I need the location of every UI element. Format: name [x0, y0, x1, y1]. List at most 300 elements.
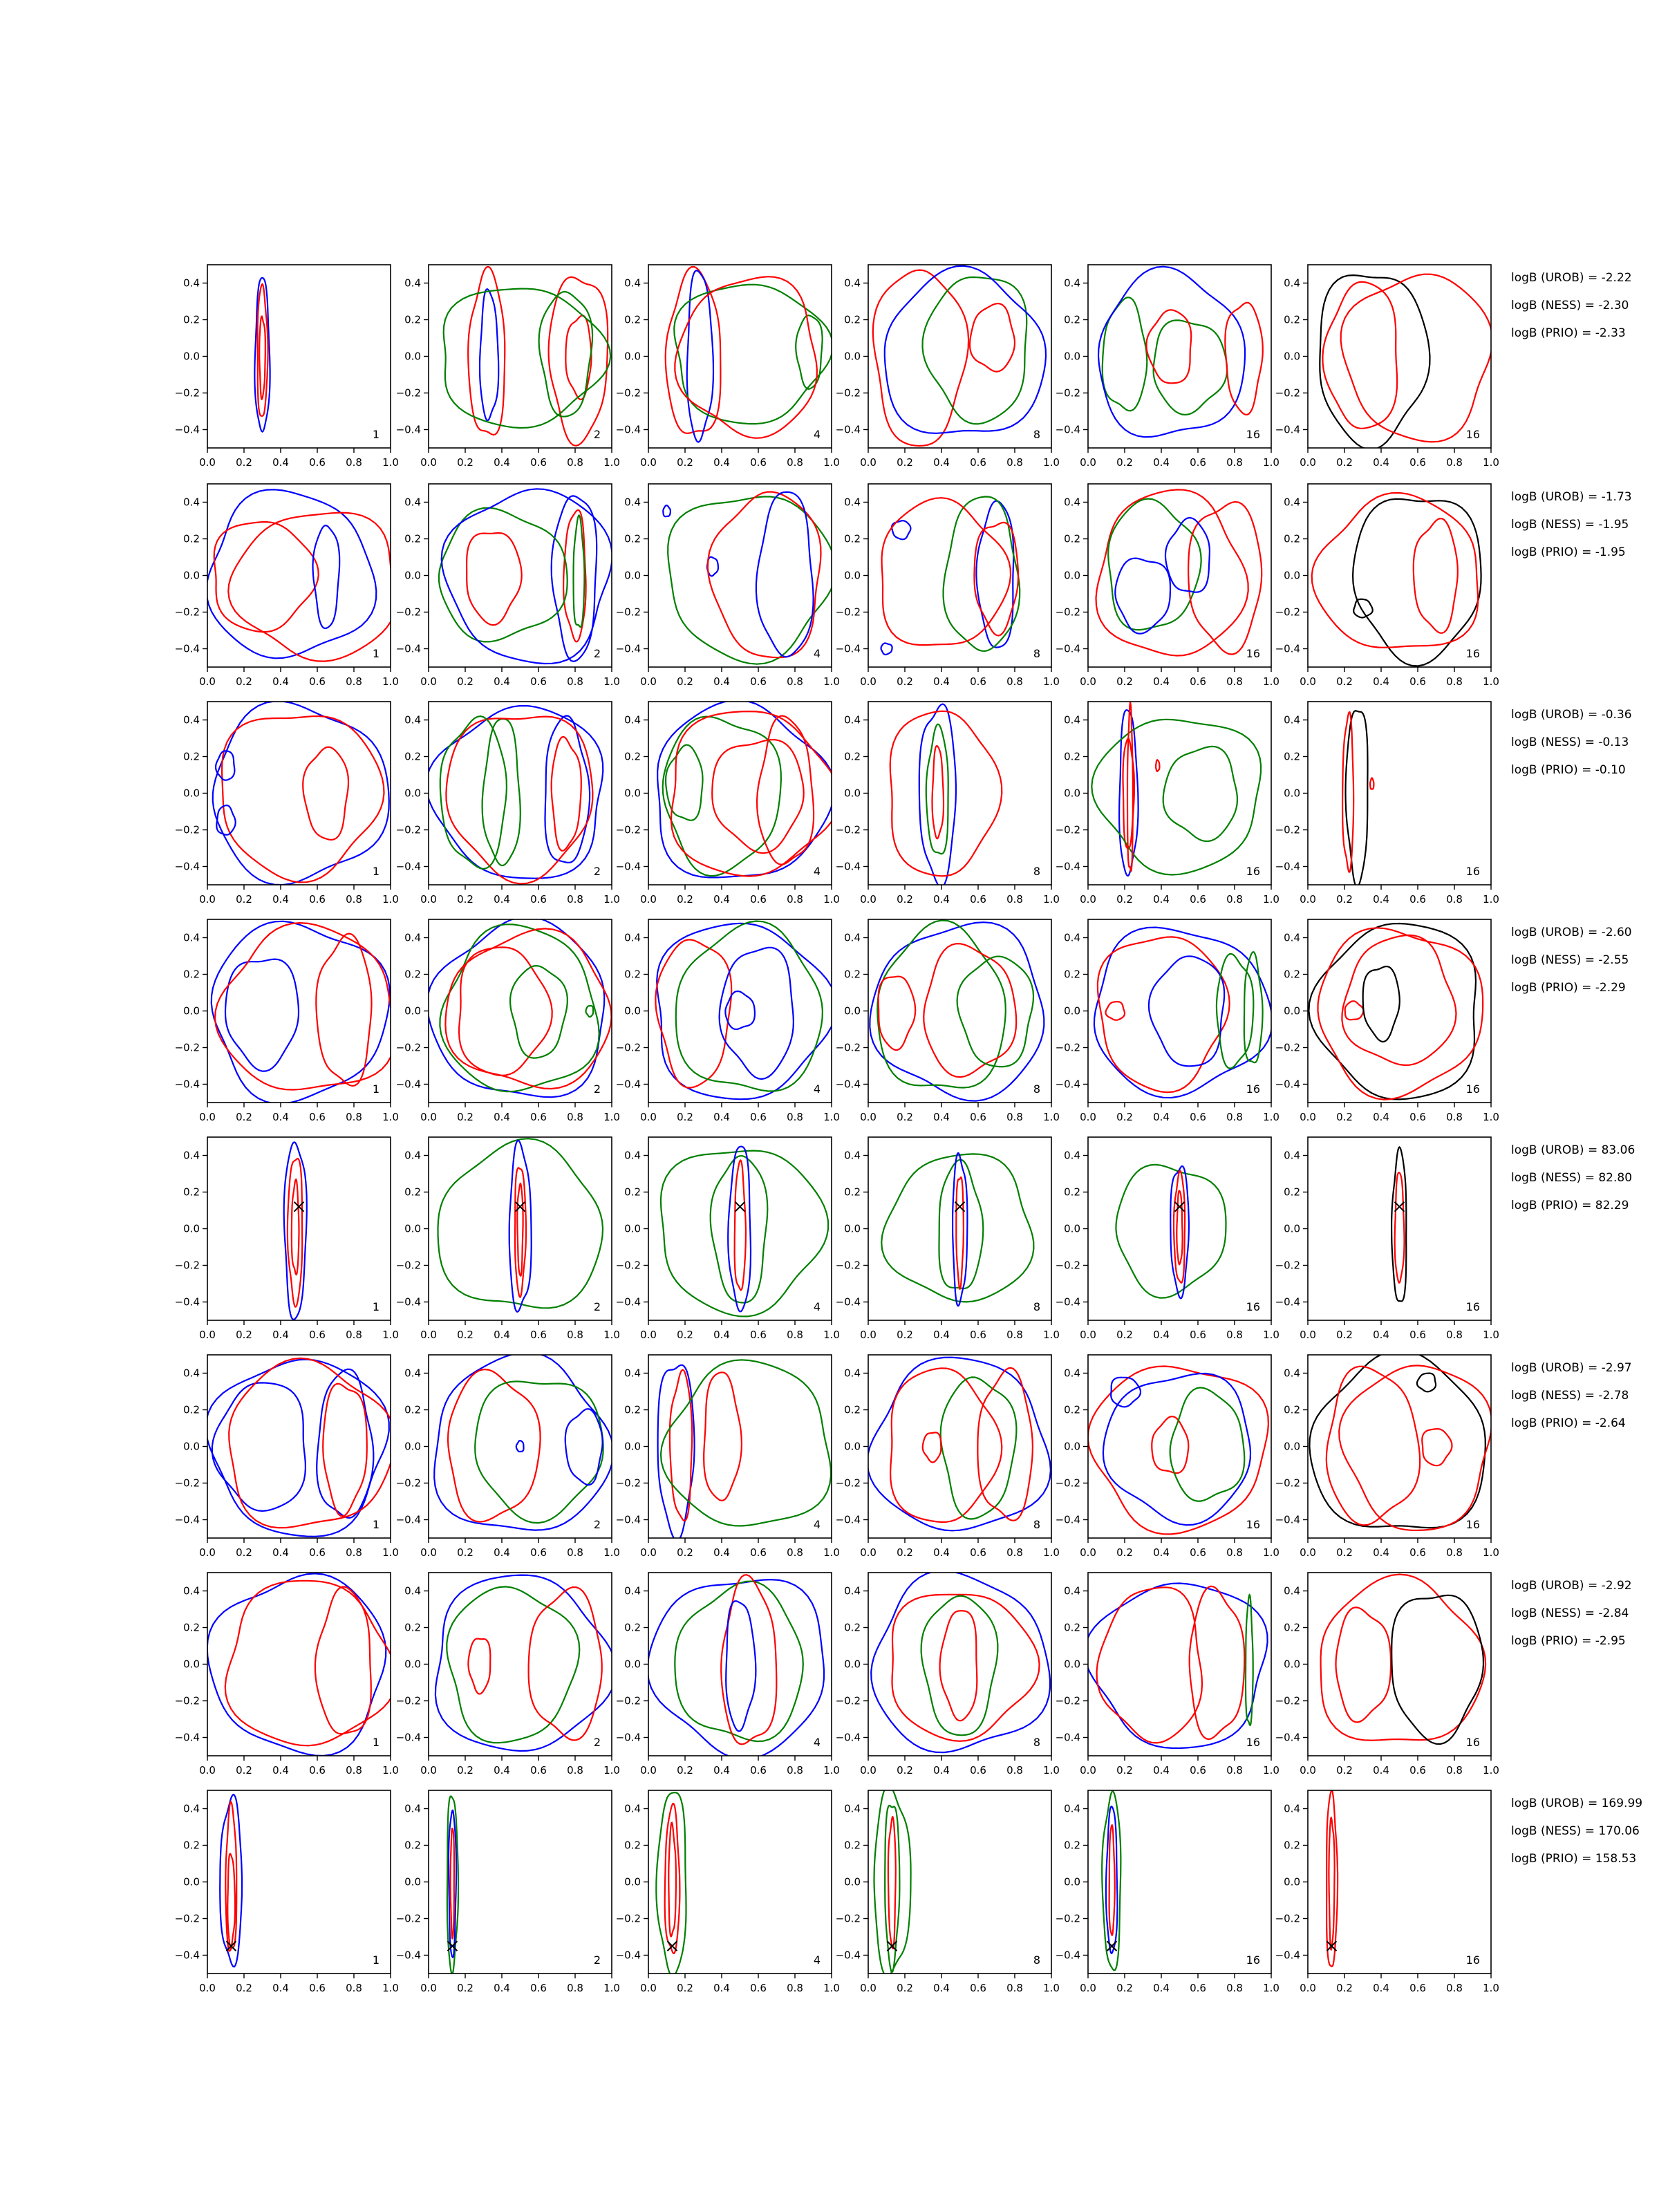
red-contour: [923, 1432, 941, 1462]
y-tick-label: 0.0: [1064, 1658, 1080, 1671]
y-tick-label: −0.2: [835, 1041, 861, 1054]
x-tick-label: 0.0: [860, 893, 877, 906]
x-tick-label: 1.0: [382, 1329, 399, 1341]
x-tick-label: 1.0: [382, 675, 399, 688]
y-tick-label: 0.2: [844, 750, 861, 763]
y-tick-label: −0.2: [1055, 1912, 1080, 1925]
contour-group: [656, 1792, 686, 1976]
blue-contour: [648, 1580, 824, 1759]
blue-contour: [726, 1601, 756, 1731]
panel-r2-c3: [616, 484, 840, 688]
blue-contour: [1115, 559, 1170, 634]
red-contour: [970, 303, 1015, 371]
y-tick-label: 0.2: [624, 968, 641, 981]
y-tick-label: −0.2: [395, 1259, 421, 1272]
black-contour: [1346, 711, 1368, 887]
logb-annotation: logB (PRIO) = -2.95: [1511, 1634, 1626, 1648]
axes-frame: [1308, 484, 1491, 667]
x-tick-label: 0.8: [1006, 893, 1023, 906]
y-tick-label: −0.4: [835, 1513, 861, 1526]
x-tick-label: 0.0: [1080, 1329, 1096, 1341]
y-tick-label: 0.0: [624, 1440, 641, 1453]
red-contour: [1088, 1367, 1268, 1535]
x-tick-label: 1.0: [823, 1982, 840, 1994]
panel-column-label: 1: [372, 865, 379, 878]
black-contour: [1309, 1350, 1485, 1528]
y-tick-label: −0.2: [174, 1041, 200, 1054]
panel-r6-c1: [175, 1355, 399, 1559]
y-tick-label: 0.0: [844, 1222, 861, 1235]
x-tick-label: 0.4: [1153, 1546, 1170, 1559]
x-tick-label: 0.8: [1446, 1546, 1463, 1559]
blue-contour: [434, 1352, 613, 1530]
x-tick-label: 0.2: [677, 1111, 693, 1123]
y-tick-label: −0.4: [1275, 1949, 1300, 1962]
x-tick-label: 0.4: [713, 1764, 730, 1777]
panel-r3-c3: [616, 700, 840, 906]
black-contour: [1417, 1374, 1436, 1392]
x-tick-label: 0.2: [457, 1329, 474, 1341]
x-tick-label: 1.0: [603, 1982, 620, 1994]
panel-r2-c2: [396, 484, 620, 688]
red-contour: [879, 977, 916, 1050]
red-contour: [529, 1587, 602, 1740]
y-tick-label: −0.4: [174, 423, 200, 436]
blue-contour: [1149, 956, 1224, 1066]
x-tick-label: 1.0: [1263, 1111, 1280, 1123]
red-contour: [468, 1639, 490, 1694]
y-tick-label: 0.4: [624, 1149, 641, 1162]
red-contour: [1329, 1818, 1334, 1950]
x-tick-label: 0.8: [567, 1764, 583, 1777]
panel-r3-c6: [1275, 702, 1499, 906]
y-tick-label: 0.0: [183, 350, 200, 363]
y-tick-label: −0.4: [174, 1731, 200, 1744]
contour-group: [658, 1360, 831, 1541]
panel-column-label: 2: [593, 428, 601, 441]
contour-group: [1342, 711, 1374, 887]
x-tick-label: 0.4: [272, 1764, 289, 1777]
x-tick-label: 0.0: [199, 1329, 216, 1341]
axes-frame: [868, 1137, 1051, 1320]
red-contour: [222, 716, 384, 882]
y-tick-label: 0.2: [183, 532, 200, 545]
logb-annotations-row-6: [1511, 1361, 1632, 1430]
y-tick-label: −0.2: [174, 1477, 200, 1490]
blue-contour: [516, 1441, 524, 1452]
y-tick-label: −0.4: [835, 1078, 861, 1091]
y-tick-label: 0.2: [1064, 1839, 1080, 1852]
x-tick-label: 0.4: [1373, 675, 1389, 688]
y-tick-label: 0.0: [183, 1440, 200, 1453]
panel-column-label: 2: [593, 1082, 601, 1096]
contour-group: [657, 700, 839, 878]
panel-column-label: 1: [372, 1736, 379, 1749]
y-tick-label: 0.2: [1284, 532, 1300, 545]
blue-contour: [919, 704, 956, 888]
x-tick-label: 0.6: [1190, 1329, 1206, 1341]
y-tick-label: 0.0: [404, 1658, 421, 1671]
y-tick-label: 0.2: [404, 313, 421, 326]
x-tick-label: 0.6: [1190, 1982, 1206, 1994]
contour-group: [1098, 267, 1263, 438]
x-tick-label: 0.4: [272, 1982, 289, 1994]
y-tick-label: 0.4: [404, 1584, 421, 1597]
x-tick-label: 0.6: [309, 893, 326, 906]
x-tick-label: 0.0: [420, 1982, 437, 1994]
y-tick-label: −0.2: [615, 1694, 641, 1707]
blue-contour: [870, 922, 1044, 1101]
panel-r2-c4: [836, 484, 1060, 688]
x-tick-label: 0.6: [970, 1546, 986, 1559]
x-tick-label: 1.0: [1263, 893, 1280, 906]
x-tick-label: 0.4: [933, 1546, 950, 1559]
green-contour: [439, 508, 568, 642]
panel-r5-c4: [836, 1137, 1060, 1341]
x-tick-label: 0.8: [1006, 1764, 1023, 1777]
y-tick-label: 0.2: [844, 532, 861, 545]
panel-column-label: 2: [593, 865, 601, 878]
y-tick-label: 0.2: [1284, 1621, 1300, 1634]
x-tick-label: 1.0: [382, 893, 399, 906]
x-tick-label: 0.2: [1116, 1111, 1133, 1123]
panel-column-label: 8: [1033, 865, 1040, 878]
x-tick-label: 0.0: [1300, 1982, 1316, 1994]
x-tick-label: 0.6: [970, 1982, 986, 1994]
logb-annotation: logB (UROB) = -1.73: [1511, 490, 1632, 504]
x-tick-label: 0.6: [970, 456, 986, 469]
x-tick-label: 0.6: [530, 893, 547, 906]
y-tick-label: 0.2: [183, 968, 200, 981]
logb-annotation: logB (UROB) = 83.06: [1511, 1143, 1635, 1157]
contour-group: [1309, 924, 1483, 1100]
y-tick-label: −0.2: [1055, 1477, 1080, 1490]
panel-r6-c2: [396, 1352, 620, 1559]
blue-contour: [509, 1141, 532, 1312]
panel-column-label: 8: [1033, 1953, 1040, 1967]
panel-r2-c1: [175, 484, 399, 688]
x-tick-label: 0.0: [640, 675, 657, 688]
y-tick-label: 0.0: [1284, 350, 1300, 363]
x-tick-label: 0.8: [1006, 675, 1023, 688]
y-tick-label: −0.2: [1055, 1259, 1080, 1272]
x-tick-label: 0.8: [1006, 1982, 1023, 1994]
panel-r6-c6: [1275, 1350, 1499, 1559]
y-tick-label: 0.2: [183, 1839, 200, 1852]
x-tick-label: 1.0: [603, 1111, 620, 1123]
panel-r2-c5: [1056, 484, 1280, 688]
y-tick-label: −0.4: [615, 1731, 641, 1744]
x-tick-label: 0.2: [897, 1764, 913, 1777]
axes-frame: [648, 1355, 832, 1538]
red-contour: [1342, 712, 1353, 872]
panel-column-label: 16: [1246, 1736, 1260, 1749]
y-tick-label: 0.4: [844, 1584, 861, 1597]
panel-column-label: 1: [372, 1518, 379, 1531]
x-tick-label: 0.2: [457, 456, 474, 469]
x-tick-label: 0.8: [1446, 1329, 1463, 1341]
y-tick-label: −0.4: [615, 642, 641, 655]
x-tick-label: 1.0: [603, 893, 620, 906]
y-tick-label: −0.4: [395, 423, 421, 436]
black-contour: [1353, 499, 1481, 666]
y-tick-label: −0.2: [835, 606, 861, 619]
red-contour: [1225, 303, 1263, 415]
panel-r8-c1: [175, 1790, 399, 1994]
x-tick-label: 0.4: [494, 893, 510, 906]
x-tick-label: 0.2: [236, 456, 252, 469]
x-tick-label: 0.4: [1153, 893, 1170, 906]
red-contour: [1177, 1191, 1182, 1265]
x-tick-label: 0.0: [199, 1764, 216, 1777]
y-tick-label: 0.2: [844, 313, 861, 326]
x-tick-label: 1.0: [1043, 1764, 1060, 1777]
panel-r4-c2: [396, 917, 620, 1123]
contour-group: [1091, 703, 1261, 876]
panel-column-label: 16: [1246, 1300, 1260, 1313]
green-contour: [1163, 747, 1237, 841]
x-tick-label: 0.2: [1336, 1111, 1353, 1123]
axes-frame: [868, 265, 1051, 448]
green-contour: [668, 497, 836, 664]
panel-r7-c5: [1056, 1573, 1280, 1777]
panel-column-label: 4: [813, 865, 821, 878]
x-tick-label: 0.8: [1226, 893, 1243, 906]
y-tick-label: −0.4: [1055, 642, 1080, 655]
x-tick-label: 0.4: [1153, 1111, 1170, 1123]
red-contour: [228, 513, 395, 662]
y-tick-label: −0.4: [615, 1513, 641, 1526]
y-tick-label: 0.2: [183, 1403, 200, 1416]
panel-r7-c4: [836, 1571, 1060, 1777]
x-tick-label: 0.2: [677, 1329, 693, 1341]
x-tick-label: 0.4: [272, 675, 289, 688]
panel-column-label: 2: [593, 1300, 601, 1313]
y-tick-label: 0.2: [404, 1621, 421, 1634]
y-tick-label: 0.4: [1064, 713, 1080, 727]
y-tick-label: 0.4: [624, 1584, 641, 1597]
red-contour: [1336, 1607, 1391, 1722]
x-tick-label: 0.8: [787, 1111, 803, 1123]
x-tick-label: 1.0: [823, 675, 840, 688]
panel-r5-c6: [1275, 1137, 1499, 1341]
x-tick-label: 0.4: [1153, 1329, 1170, 1341]
red-contour: [873, 270, 968, 446]
y-tick-label: 0.0: [624, 1658, 641, 1671]
x-tick-label: 0.8: [1226, 1982, 1243, 1994]
panel-r2-c6: [1275, 484, 1499, 688]
black-contour: [1320, 275, 1430, 449]
x-tick-label: 0.6: [750, 1111, 767, 1123]
panel-column-label: 16: [1246, 647, 1260, 660]
black-contour: [1353, 599, 1373, 618]
contour-group: [427, 917, 612, 1097]
axes-frame: [868, 1355, 1051, 1538]
x-tick-label: 0.4: [494, 1982, 510, 1994]
x-tick-label: 1.0: [382, 1546, 399, 1559]
x-tick-label: 0.2: [1116, 1546, 1133, 1559]
x-tick-label: 0.4: [272, 456, 289, 469]
x-tick-label: 0.0: [1080, 893, 1096, 906]
y-tick-label: 0.0: [844, 1004, 861, 1018]
x-tick-label: 0.0: [1080, 456, 1096, 469]
contour-group: [655, 921, 836, 1100]
red-contour: [1370, 778, 1374, 789]
black-contour: [1309, 924, 1476, 1099]
panel-column-label: 16: [1465, 1082, 1480, 1096]
y-tick-label: −0.2: [174, 606, 200, 619]
x-tick-label: 0.8: [787, 675, 803, 688]
y-tick-label: 0.0: [404, 1875, 421, 1888]
x-tick-label: 1.0: [1043, 456, 1060, 469]
y-tick-label: −0.4: [615, 1949, 641, 1962]
axes-frame: [1088, 702, 1271, 885]
panel-column-label: 1: [372, 1953, 379, 1967]
x-tick-label: 0.6: [1190, 675, 1206, 688]
y-tick-label: −0.2: [835, 1259, 861, 1272]
x-tick-label: 1.0: [823, 1111, 840, 1123]
contour-group: [220, 1794, 242, 1967]
y-tick-label: −0.2: [395, 1477, 421, 1490]
y-tick-label: −0.2: [1275, 606, 1300, 619]
logb-annotations-row-4: [1511, 926, 1632, 995]
x-tick-label: 0.0: [1300, 1546, 1316, 1559]
y-tick-label: 0.0: [844, 1658, 861, 1671]
x-tick-label: 1.0: [382, 1764, 399, 1777]
red-contour: [316, 934, 371, 1086]
green-contour: [944, 497, 1020, 651]
y-tick-label: −0.4: [615, 860, 641, 873]
x-tick-label: 0.4: [494, 675, 510, 688]
x-tick-label: 0.8: [346, 893, 362, 906]
y-tick-label: 0.0: [183, 569, 200, 582]
red-contour: [1322, 282, 1397, 429]
x-tick-label: 0.6: [309, 1329, 326, 1341]
x-tick-label: 0.4: [713, 675, 730, 688]
y-tick-label: 0.4: [183, 276, 200, 290]
x-tick-label: 0.0: [199, 675, 216, 688]
contour-group: [1309, 1350, 1492, 1530]
panel-r7-c2: [396, 1573, 620, 1777]
x-tick-label: 0.0: [420, 456, 437, 469]
y-tick-label: −0.4: [174, 1949, 200, 1962]
y-tick-label: 0.2: [1064, 313, 1080, 326]
x-tick-label: 0.0: [640, 456, 657, 469]
x-tick-label: 0.0: [199, 456, 216, 469]
y-tick-label: −0.2: [395, 606, 421, 619]
panel-column-label: 4: [813, 1082, 821, 1096]
red-contour: [735, 1161, 746, 1291]
y-tick-label: 0.4: [404, 1802, 421, 1815]
y-tick-label: −0.2: [1275, 1041, 1300, 1054]
y-tick-label: 0.2: [404, 968, 421, 981]
blue-contour: [663, 505, 671, 516]
y-tick-label: 0.4: [1284, 1802, 1300, 1815]
x-tick-label: 1.0: [1043, 893, 1060, 906]
green-contour: [482, 719, 521, 865]
contour-group: [438, 1138, 603, 1312]
x-tick-label: 0.8: [567, 1546, 583, 1559]
x-tick-label: 0.4: [713, 1111, 730, 1123]
x-tick-label: 0.6: [1409, 456, 1426, 469]
y-tick-label: −0.2: [1275, 1477, 1300, 1490]
x-tick-label: 0.0: [1300, 675, 1316, 688]
x-tick-label: 0.4: [1153, 675, 1170, 688]
y-tick-label: 0.2: [624, 313, 641, 326]
x-tick-label: 0.4: [1373, 456, 1389, 469]
axes-frame: [1088, 265, 1271, 448]
x-tick-label: 0.4: [272, 1546, 289, 1559]
x-tick-label: 0.2: [1116, 1764, 1133, 1777]
y-tick-label: 0.2: [624, 1185, 641, 1199]
red-contour: [704, 1372, 742, 1501]
blue-contour: [1103, 1374, 1250, 1525]
y-tick-label: −0.4: [1275, 1731, 1300, 1744]
x-tick-label: 0.8: [1226, 1546, 1243, 1559]
blue-contour: [220, 1794, 242, 1967]
panel-r1-c5: [1056, 265, 1280, 469]
x-tick-label: 0.0: [1300, 456, 1316, 469]
blue-contour: [480, 289, 498, 420]
contour-group: [427, 706, 603, 884]
x-tick-label: 0.8: [787, 1546, 803, 1559]
y-tick-label: 0.4: [1064, 276, 1080, 290]
y-tick-label: −0.4: [395, 642, 421, 655]
x-tick-label: 0.8: [787, 1982, 803, 1994]
logb-annotations-row-1: [1511, 271, 1632, 340]
contour-group: [1320, 274, 1492, 450]
panel-column-label: 8: [1033, 1300, 1040, 1313]
panel-r7-c3: [616, 1573, 840, 1777]
contour-group: [890, 704, 1002, 888]
y-tick-label: 0.0: [183, 787, 200, 800]
x-tick-label: 0.8: [346, 675, 362, 688]
y-tick-label: 0.2: [183, 1185, 200, 1199]
y-tick-label: 0.0: [404, 569, 421, 582]
logb-annotation: logB (UROB) = -2.92: [1511, 1579, 1632, 1593]
axes-frame: [429, 1137, 612, 1320]
contour-group: [207, 489, 396, 661]
y-tick-label: −0.4: [395, 1078, 421, 1091]
x-tick-label: 0.2: [236, 893, 252, 906]
true-value-marker: [1107, 1941, 1116, 1951]
y-tick-label: −0.4: [1055, 1513, 1080, 1526]
panel-column-label: 16: [1246, 1953, 1260, 1967]
x-tick-label: 0.8: [567, 1329, 583, 1341]
contour-group: [1321, 1575, 1486, 1744]
x-tick-label: 0.0: [860, 1982, 877, 1994]
x-tick-label: 1.0: [1263, 675, 1280, 688]
panel-column-label: 8: [1033, 1736, 1040, 1749]
y-tick-label: 0.0: [1064, 569, 1080, 582]
x-tick-label: 0.0: [1080, 675, 1096, 688]
x-tick-label: 0.2: [236, 1111, 252, 1123]
red-contour: [448, 1369, 541, 1522]
y-tick-label: −0.4: [395, 1949, 421, 1962]
x-tick-label: 0.0: [1300, 1329, 1316, 1341]
red-contour: [1422, 1429, 1452, 1465]
x-tick-label: 0.8: [346, 1764, 362, 1777]
y-tick-label: 0.0: [1064, 1440, 1080, 1453]
y-tick-label: −0.2: [174, 1259, 200, 1272]
panel-r5-c1: [175, 1137, 399, 1341]
y-tick-label: 0.0: [624, 569, 641, 582]
x-tick-label: 0.0: [420, 675, 437, 688]
y-tick-label: −0.2: [395, 1041, 421, 1054]
y-tick-label: 0.0: [1064, 350, 1080, 363]
panel-column-label: 2: [593, 1953, 601, 1967]
blue-contour: [565, 1409, 603, 1485]
